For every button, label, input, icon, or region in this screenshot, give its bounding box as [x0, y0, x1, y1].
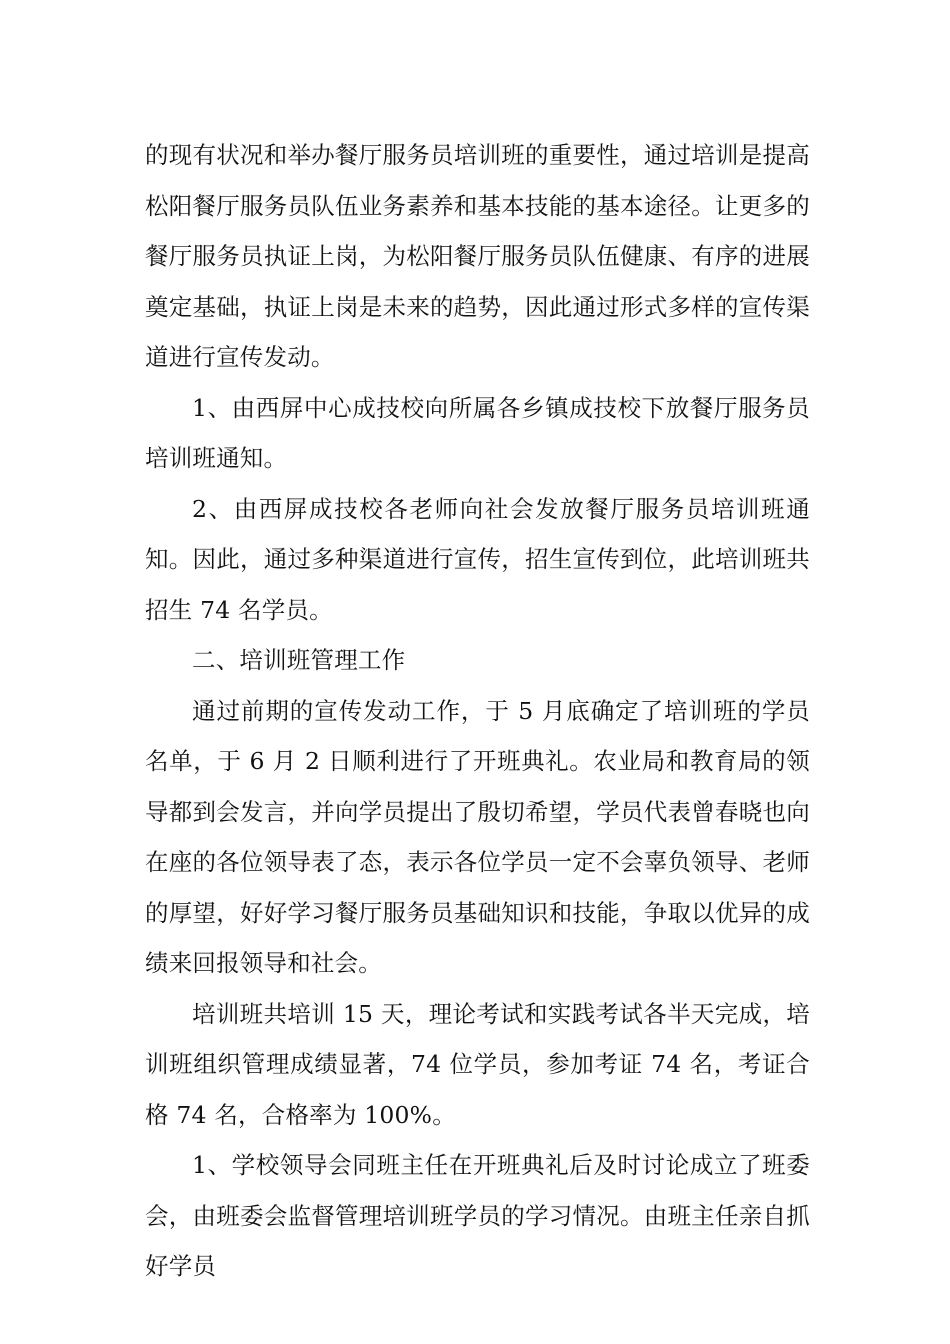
document-body — [145, 130, 810, 1292]
paragraph-1: 的现有状况和举办餐厅服务员培训班的重要性，通过培训是提高松阳餐厅服务员队伍业务素养和基本技能的基本途径。让更多的餐厅服务员执证上岗，为松阳餐厅服务员队伍健康、有序的进展奠定基础，执证上岗是未来的趋势，因此通过形式多样的宣传渠道进行宣传发动。 — [145, 141, 810, 371]
paragraph-3: 2、由西屏成技校各老师向社会发放餐厅服务员培训班通知。因此，通过多种渠道进行宣传，招生宣传到位，此培训班共招生 74 名学员。 — [145, 494, 810, 624]
section-heading: 二、培训班管理工作 — [192, 646, 406, 674]
paragraph-7: 1、学校领导会同班主任在开班典礼后及时讨论成立了班委会，由班委会监督管理培训班学员的学习情况。由班主任亲自抓好学员 — [145, 1151, 810, 1280]
paragraph-2: 1、由西屏中心成技校向所属各乡镇成技校下放餐厅服务员培训班通知。 — [145, 393, 810, 472]
paragraph-6: 培训班共培训 15 天，理论考试和实践考试各半天完成，培训班组织管理成绩显著，74 位学员，参加考证 74 名，考证合格 74 名，合格率为 100%。 — [145, 999, 810, 1129]
paragraph-5: 通过前期的宣传发动工作，于 5 月底确定了培训班的学员名单，于 6 月 2 日顺利进行了开班典礼。农业局和教育局的领导都到会发言，并向学员提出了殷切希望，学员代表曾春晓也向在座的各位领导表了态，表示各位学员一定不会辜负领导、老师的厚望，好好学习餐厅服务员基础知识和技能，争取以优异的成绩来回报领导和社会。 — [145, 696, 810, 977]
